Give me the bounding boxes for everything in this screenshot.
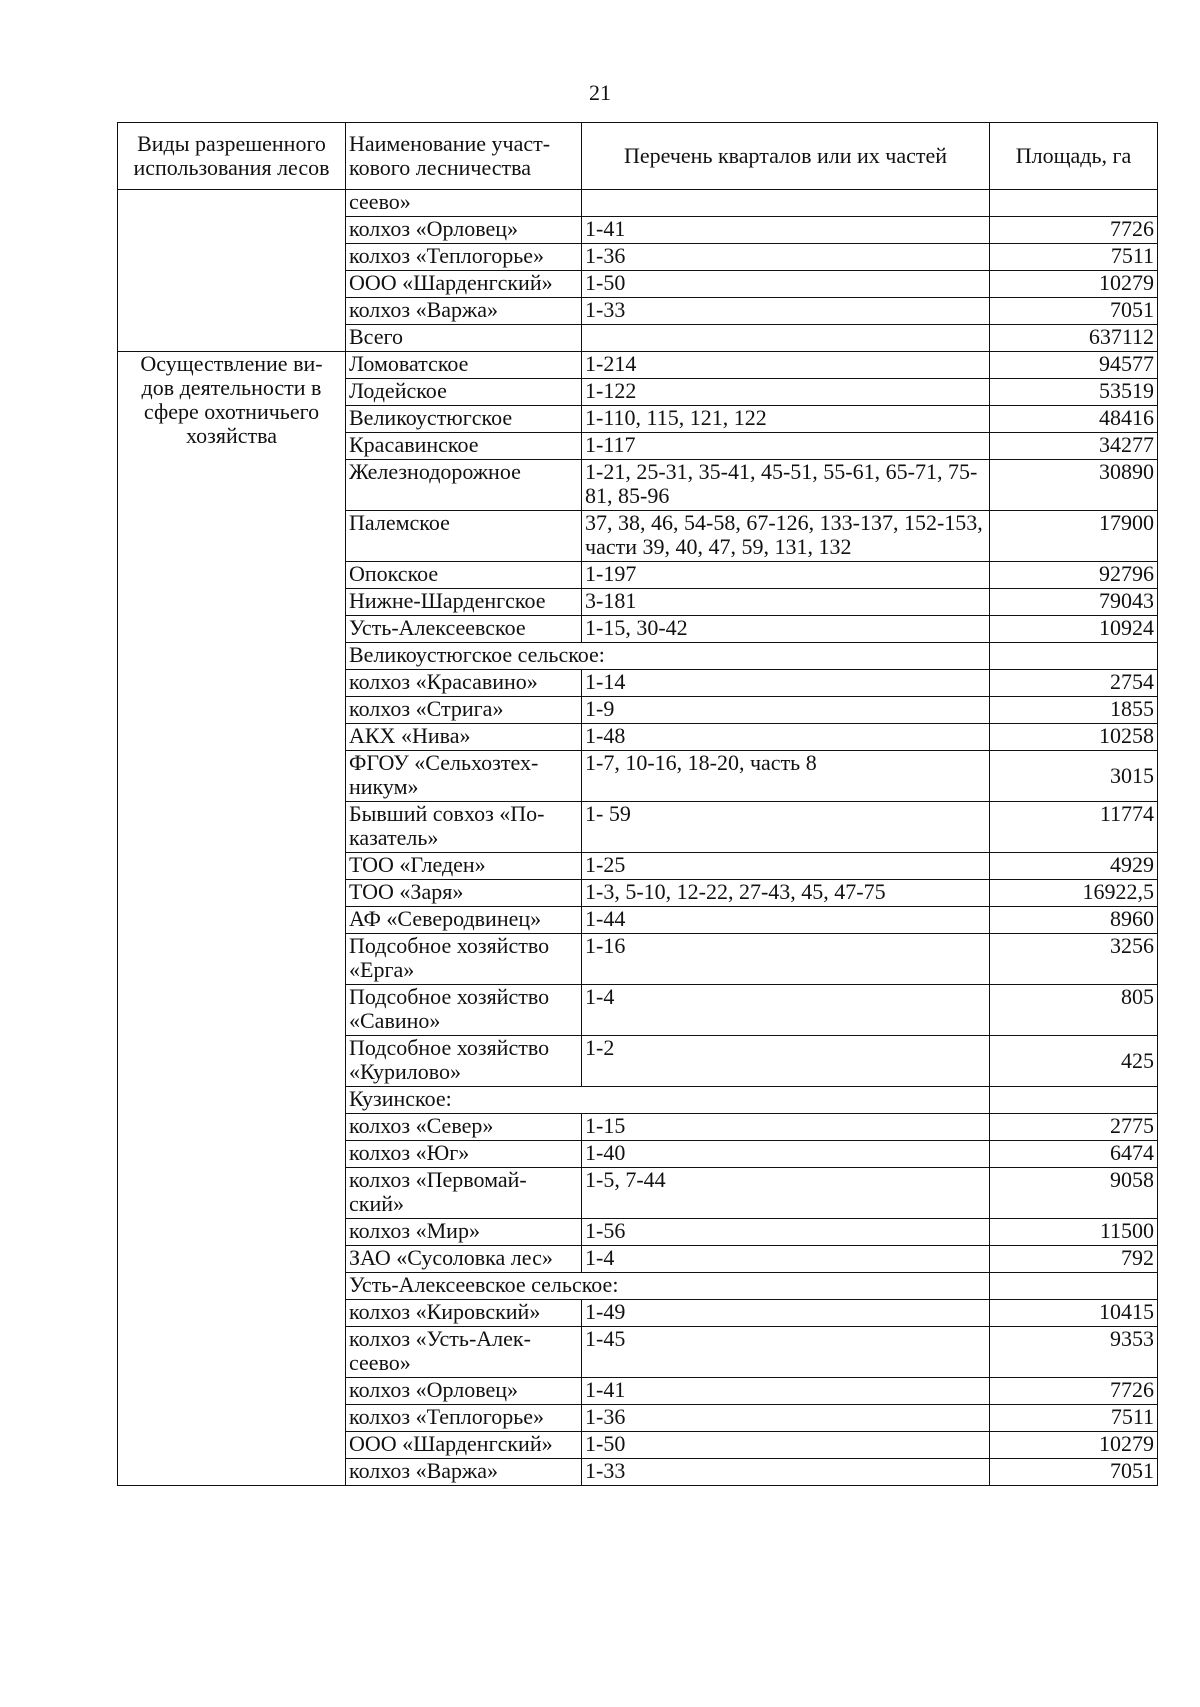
quarters-cell: 1-44 [582,907,990,934]
area-cell: 7051 [990,298,1158,325]
quarters-cell: 1-15 [582,1114,990,1141]
quarters-cell: 1-33 [582,298,990,325]
area-cell: 3015 [990,751,1158,802]
area-cell: 2775 [990,1114,1158,1141]
quarters-cell: 1-50 [582,271,990,298]
forestry-name-cell: Всего [346,325,582,352]
forestry-name-cell: АФ «Северодвинец» [346,907,582,934]
area-cell [990,1273,1158,1300]
use-type-line: сфере охотничьего [143,399,320,424]
forestry-name-cell: колхоз «Усть-Алек-сеево» [346,1327,582,1378]
header-quarters: Перечень кварталов или их частей [582,123,990,190]
forest-use-table [117,122,1158,1486]
forestry-name-cell: Бывший совхоз «По-казатель» [346,802,582,853]
quarters-cell: 1-36 [582,1405,990,1432]
forestry-name-cell: Ломоватское [346,352,582,379]
quarters-cell: 1-56 [582,1219,990,1246]
quarters-cell: 1-9 [582,697,990,724]
forestry-name-cell: АКХ «Нива» [346,724,582,751]
forestry-name-cell: ТОО «Заря» [346,880,582,907]
quarters-cell [582,325,990,352]
area-cell: 10258 [990,724,1158,751]
forestry-name-cell: Красавинское [346,433,582,460]
forestry-name-cell: ТОО «Гледен» [346,853,582,880]
quarters-cell: 37, 38, 46, 54-58, 67-126, 133-137, 152-153, части 39, 40, 47, 59, 131, 132 [582,511,990,562]
header-area: Площадь, га [990,123,1158,190]
area-cell: 11774 [990,802,1158,853]
header-use-type-line-2: использования лесов [133,155,330,180]
forestry-name-cell: ФГОУ «Сельхозтех-никум» [346,751,582,802]
forestry-name-cell: Нижне-Шарденгское [346,589,582,616]
table-row [118,190,1158,217]
area-cell: 9353 [990,1327,1158,1378]
area-cell: 7051 [990,1459,1158,1486]
forestry-name-cell: Усть-Алексеевское [346,616,582,643]
quarters-cell: 1-48 [582,724,990,751]
page-number: 21 [589,80,611,105]
area-cell: 792 [990,1246,1158,1273]
quarters-cell: 1- 59 [582,802,990,853]
area-cell: 7511 [990,244,1158,271]
forestry-name-cell: Кузинское: [346,1087,990,1114]
forestry-name-cell: Великоустюгское сельское: [346,643,990,670]
header-forestry-name-line-1: Наименование участ- [349,131,551,156]
area-cell: 7726 [990,217,1158,244]
area-cell: 7726 [990,1378,1158,1405]
quarters-cell: 1-214 [582,352,990,379]
quarters-cell: 1-110, 115, 121, 122 [582,406,990,433]
forestry-name-cell: Палемское [346,511,582,562]
forestry-name-cell: Подсобное хозяйство «Ерга» [346,934,582,985]
quarters-cell: 1-40 [582,1141,990,1168]
quarters-cell: 1-21, 25-31, 35-41, 45-51, 55-61, 65-71, 75-81, 85-96 [582,460,990,511]
area-cell: 94577 [990,352,1158,379]
quarters-cell: 1-197 [582,562,990,589]
area-cell: 17900 [990,511,1158,562]
area-cell [990,643,1158,670]
quarters-cell: 3-181 [582,589,990,616]
area-cell: 10279 [990,271,1158,298]
use-type-cell [118,352,346,1486]
use-type-line: дов деятельности в [141,375,322,400]
area-cell: 53519 [990,379,1158,406]
forestry-name-cell: колхоз «Теплогорье» [346,1405,582,1432]
area-cell: 34277 [990,433,1158,460]
quarters-cell: 1-50 [582,1432,990,1459]
table-header-row [118,123,1158,190]
quarters-cell: 1-7, 10-16, 18-20, часть 8 [582,751,990,802]
forestry-name-cell: Опокское [346,562,582,589]
area-cell: 79043 [990,589,1158,616]
quarters-cell: 1-15, 30-42 [582,616,990,643]
quarters-cell: 1-36 [582,244,990,271]
area-cell: 4929 [990,853,1158,880]
use-type-line: хозяйства [186,423,277,448]
quarters-cell: 1-45 [582,1327,990,1378]
forestry-name-cell: колхоз «Красавино» [346,670,582,697]
quarters-cell [582,190,990,217]
area-cell: 8960 [990,907,1158,934]
area-cell: 7511 [990,1405,1158,1432]
forestry-name-cell: колхоз «Кировский» [346,1300,582,1327]
table-row [118,352,1158,379]
forestry-name-cell: колхоз «Стрига» [346,697,582,724]
area-cell: 805 [990,985,1158,1036]
quarters-cell: 1-14 [582,670,990,697]
area-cell: 30890 [990,460,1158,511]
header-use-type [118,123,346,190]
quarters-cell: 1-117 [582,433,990,460]
quarters-cell: 1-41 [582,217,990,244]
forestry-name-cell: колхоз «Теплогорье» [346,244,582,271]
forestry-name-cell: Лодейское [346,379,582,406]
forestry-name-cell: колхоз «Первомай-ский» [346,1168,582,1219]
use-type-cell [118,190,346,352]
forestry-name-cell: Усть-Алексеевское сельское: [346,1273,990,1300]
forestry-name-cell: сеево» [346,190,582,217]
forestry-name-cell: Железнодорожное [346,460,582,511]
quarters-cell: 1-4 [582,1246,990,1273]
forestry-name-cell: колхоз «Варжа» [346,298,582,325]
area-cell: 425 [990,1036,1158,1087]
area-cell: 9058 [990,1168,1158,1219]
forestry-name-cell: ЗАО «Сусоловка лес» [346,1246,582,1273]
forestry-name-cell: Великоустюгское [346,406,582,433]
area-cell: 1855 [990,697,1158,724]
area-cell: 10415 [990,1300,1158,1327]
forestry-name-cell: Подсобное хозяйство «Савино» [346,985,582,1036]
quarters-cell: 1-122 [582,379,990,406]
area-cell: 6474 [990,1141,1158,1168]
forestry-name-cell: колхоз «Юг» [346,1141,582,1168]
quarters-cell: 1-41 [582,1378,990,1405]
quarters-cell: 1-16 [582,934,990,985]
table-body [118,190,1158,1486]
area-cell: 16922,5 [990,880,1158,907]
forestry-name-cell: колхоз «Мир» [346,1219,582,1246]
forestry-name-cell: колхоз «Орловец» [346,217,582,244]
area-cell: 10924 [990,616,1158,643]
header-forestry-name [346,123,582,190]
forestry-name-cell: колхоз «Орловец» [346,1378,582,1405]
forestry-name-cell: колхоз «Варжа» [346,1459,582,1486]
forestry-name-cell: ООО «Шарденгский» [346,1432,582,1459]
area-cell: 637112 [990,325,1158,352]
area-cell: 10279 [990,1432,1158,1459]
quarters-cell: 1-3, 5-10, 12-22, 27-43, 45, 47-75 [582,880,990,907]
quarters-cell: 1-49 [582,1300,990,1327]
header-use-type-line-1: Виды разрешенного [137,131,326,156]
area-cell: 3256 [990,934,1158,985]
header-forestry-name-line-2: кового лесничества [349,155,532,180]
quarters-cell: 1-2 [582,1036,990,1087]
area-cell: 11500 [990,1219,1158,1246]
area-cell [990,1087,1158,1114]
forestry-name-cell: ООО «Шарденгский» [346,271,582,298]
quarters-cell: 1-25 [582,853,990,880]
quarters-cell: 1-5, 7-44 [582,1168,990,1219]
quarters-cell: 1-33 [582,1459,990,1486]
use-type-line: Осуществление ви- [140,351,323,376]
forestry-name-cell: Подсобное хозяйство «Курилово» [346,1036,582,1087]
area-cell: 92796 [990,562,1158,589]
area-cell [990,190,1158,217]
quarters-cell: 1-4 [582,985,990,1036]
area-cell: 48416 [990,406,1158,433]
forestry-name-cell: колхоз «Север» [346,1114,582,1141]
area-cell: 2754 [990,670,1158,697]
